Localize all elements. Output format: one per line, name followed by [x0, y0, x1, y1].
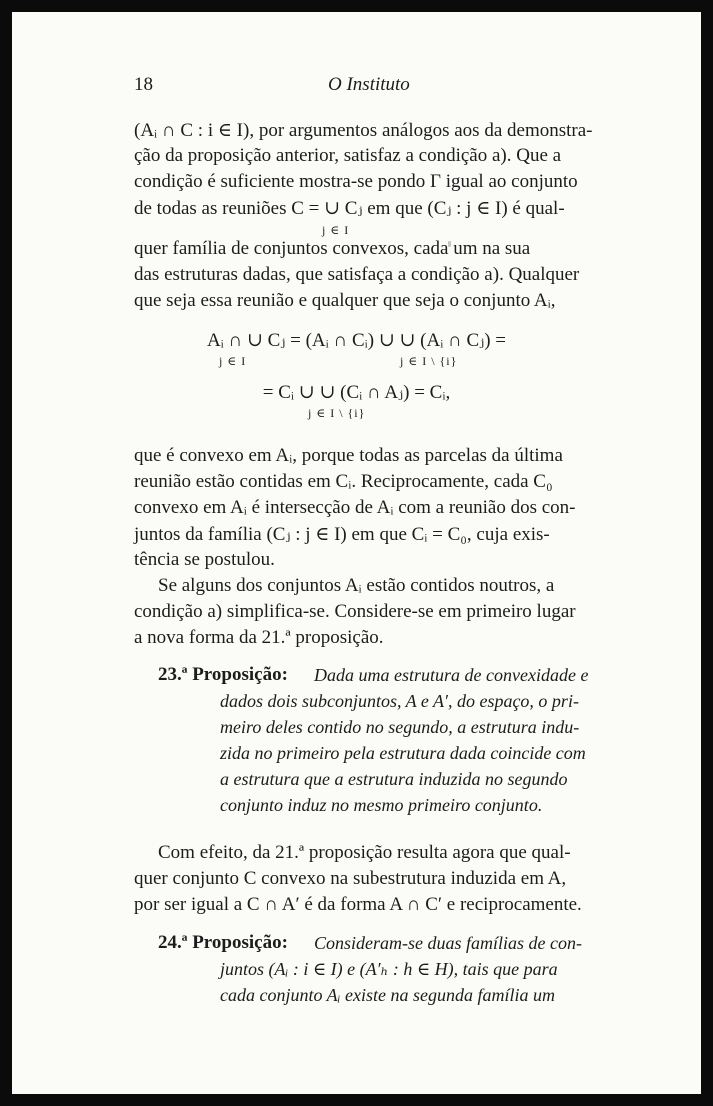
paragraph-2-line-1: que é convexo em Aᵢ, porque todas as parcelas da última	[134, 445, 563, 466]
proposition-23-line-6: conjunto induz no mesmo primeiro conjunto.	[220, 795, 543, 815]
paragraph-4-line-2: quer conjunto C convexo na subestrutura induzida em A,	[134, 868, 567, 889]
book-page	[12, 12, 701, 1094]
paragraph-1-line-3: condição é suficiente mostra-se pondo Γ igual ao conjunto	[134, 171, 578, 192]
equation-line-2: = Cᵢ ∪ ∪ (Cᵢ ∩ Aⱼ) = Cᵢ,	[262, 382, 451, 403]
equation-line-2-subscript: j ∈ I \ {i}	[308, 406, 366, 420]
proposition-23-label: 23.ª Proposição:	[158, 664, 288, 685]
proposition-24-line-1: Consideram-se duas famílias de con-	[314, 933, 582, 953]
paragraph-1-line-7: que seja essa reunião e qualquer que seja o conjunto Aᵢ,	[134, 290, 556, 311]
paragraph-1-line-1: (Aᵢ ∩ C : i ∈ I), por argumentos análogos aos da demonstra-	[134, 120, 593, 141]
paragraph-1-line-5: quer família de conjuntos convexos, cada um na sua	[134, 238, 531, 259]
paragraph-1-line-2: ção da proposição anterior, satisfaz a condição a). Que a	[134, 145, 562, 166]
paragraph-2-line-2: reunião estão contidas em Cᵢ. Reciprocamente, cada C₀	[134, 471, 553, 492]
proposition-24-line-2: juntos (Aᵢ : i ∈ I) e (A′ₕ : h ∈ H), tais que para	[220, 959, 558, 979]
equation-line-1-subscript-b: j ∈ I \ {i}	[400, 354, 458, 368]
proposition-23-line-2: dados dois subconjuntos, A e A′, do espaço, o pri-	[220, 691, 579, 711]
proposition-24-line-3: cada conjunto Aᵢ existe na segunda família um	[220, 985, 555, 1005]
proposition-24-label: 24.ª Proposição:	[158, 932, 288, 953]
paragraph-3-line-1: Se alguns dos conjuntos Aᵢ estão contidos noutros, a	[158, 575, 555, 596]
proposition-23-line-5: a estrutura que a estrutura induzida no segundo	[220, 769, 568, 789]
paragraph-2-line-5: tência se postulou.	[134, 549, 275, 570]
proposition-23-line-3: meiro deles contido no segundo, a estrutura indu-	[220, 717, 580, 737]
proposition-23-line-1: Dada uma estrutura de convexidade e	[314, 665, 589, 685]
paragraph-3-line-3: a nova forma da 21.ª proposição.	[134, 627, 384, 648]
paragraph-1-line-4: de todas as reuniões C = ∪ Cⱼ em que (Cⱼ : j ∈ I) é qual-	[134, 198, 565, 219]
paragraph-2-line-3: convexo em Aᵢ é intersecção de Aᵢ com a reunião dos con-	[134, 497, 576, 518]
paragraph-2-line-4: juntos da família (Cⱼ : j ∈ I) em que Cᵢ = C₀, cuja exis-	[134, 524, 550, 545]
union-subscript: j ∈ I	[322, 223, 350, 237]
equation-line-1-subscript-a: j ∈ I	[219, 354, 247, 368]
page-number: 18	[134, 74, 153, 95]
paragraph-4-line-3: por ser igual a C ∩ A′ é da forma A ∩ C′ e reciprocamente.	[134, 894, 582, 915]
running-title: O Instituto	[328, 74, 410, 95]
equation-line-1: Aᵢ ∩ ∪ Cⱼ = (Aᵢ ∩ Cᵢ) ∪ ∪ (Aᵢ ∩ Cⱼ) =	[206, 330, 507, 351]
paragraph-4-line-1: Com efeito, da 21.ª proposição resulta agora que qual-	[158, 842, 571, 863]
paragraph-1-line-6: das estruturas dadas, que satisfaça a condição a). Qualquer	[134, 264, 580, 285]
proposition-23-line-4: zida no primeiro pela estrutura dada coincide com	[220, 743, 586, 763]
paragraph-3-line-2: condição a) simplifica-se. Considere-se em primeiro lugar	[134, 601, 576, 622]
